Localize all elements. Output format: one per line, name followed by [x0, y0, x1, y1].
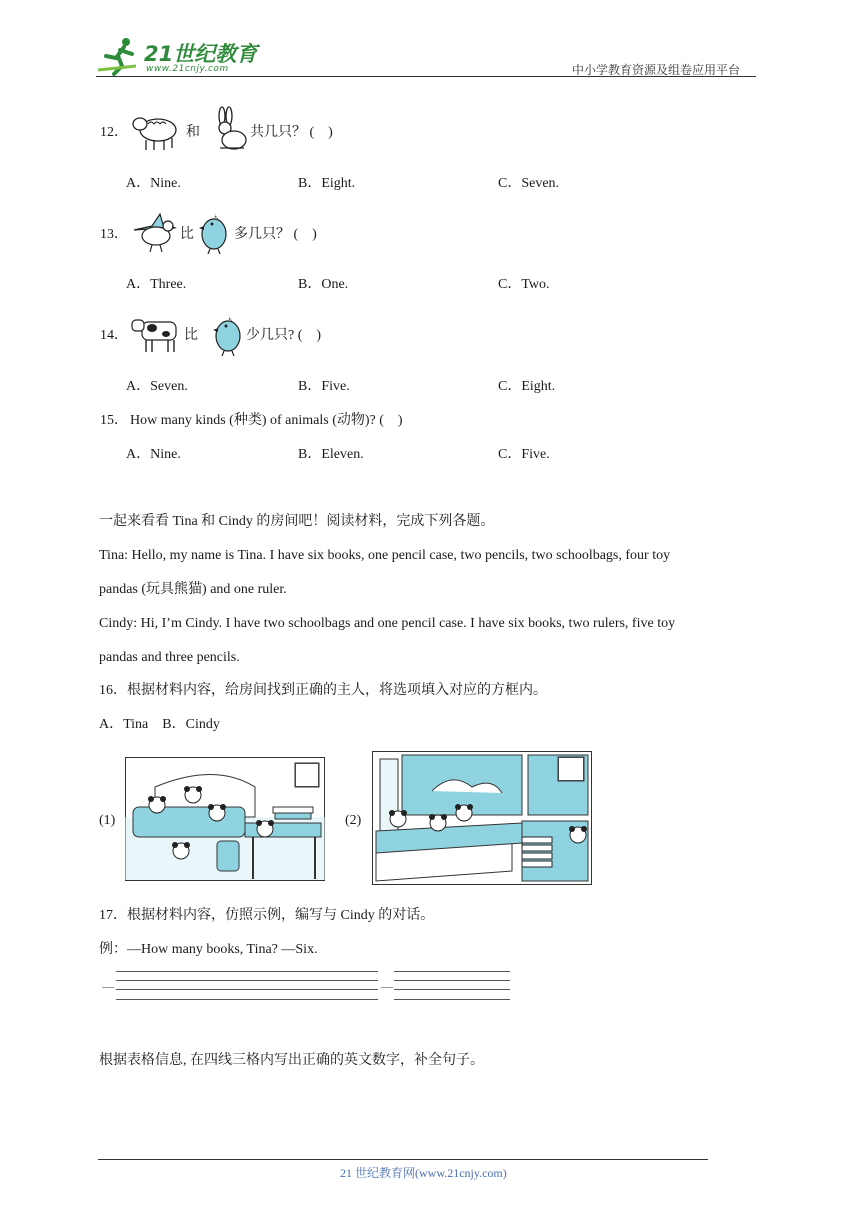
q14-option-c[interactable]: C．Eight. [498, 379, 556, 394]
rabbit-icon [210, 106, 250, 152]
cindy-line-1: Cindy: Hi, I’m Cindy. I have two schoolbags and one pencil case. I have six books, two rulers, five toy [99, 616, 676, 631]
room-2-label: (2) [345, 813, 362, 828]
q13-option-b[interactable]: B．One. [298, 277, 349, 292]
tina-line-1: Tina: Hello, my name is Tina. I have six books, one pencil case, two pencils, two schoolbags, four toy [99, 548, 671, 563]
cow-icon [130, 314, 182, 354]
q14-mid: 比 [184, 328, 198, 343]
footer-divider [98, 1159, 708, 1160]
four-line-writing-area-1[interactable] [116, 971, 378, 1001]
duck-icon [130, 210, 178, 254]
q17-example: 例：—How many books, Tina? —Six. [99, 942, 318, 957]
q13-option-a[interactable]: A．Three. [126, 277, 187, 292]
q12-number: 12． [100, 125, 128, 140]
q14-number: 14． [100, 328, 128, 343]
q14-option-b[interactable]: B．Five. [298, 379, 350, 394]
q13-mid: 比 [180, 227, 194, 242]
q16-choices: A．Tina B．Cindy [99, 717, 220, 732]
q13-option-c[interactable]: C．Two. [498, 277, 550, 292]
tina-line-2: pandas (玩具熊猫) and one ruler. [99, 582, 287, 597]
q17-dash-1: — [102, 979, 114, 993]
q16-text: 16．根据材料内容，给房间找到正确的主人，将选项填入对应的方框内。 [99, 683, 547, 698]
q14-option-a[interactable]: A．Seven. [126, 379, 188, 394]
footer-text[interactable]: 21 世纪教育网(www.21cnjy.com) [340, 1166, 507, 1180]
q17-dash-2: — [381, 979, 393, 993]
chicken-icon [198, 210, 232, 254]
logo-text: 21世纪教育 [144, 42, 258, 66]
q12-mid: 和 [186, 125, 200, 140]
room-1-answer-box[interactable] [295, 763, 319, 787]
room-2-picture [372, 751, 592, 885]
q14-tail: 少几只? ( ) [246, 328, 322, 343]
q12-option-a[interactable]: A．Nine. [126, 176, 181, 191]
reading-intro: 一起来看看 Tina 和 Cindy 的房间吧！阅读材料，完成下列各题。 [99, 514, 495, 529]
sheep-icon [130, 110, 182, 152]
final-instruction: 根据表格信息, 在四线三格内写出正确的英文数字，补全句子。 [99, 1053, 484, 1068]
room-2-answer-box[interactable] [558, 757, 584, 781]
room-1-label: (1) [99, 813, 116, 828]
header-divider [96, 76, 756, 77]
logo-url: www.21cnjy.com [146, 64, 229, 74]
runner-logo-icon [96, 36, 144, 76]
platform-title: 中小学教育资源及组卷应用平台 [572, 63, 741, 77]
q15-option-c[interactable]: C．Five. [498, 447, 550, 462]
q17-text: 17．根据材料内容，仿照示例，编写与 Cindy 的对话。 [99, 908, 435, 923]
q15-number: 15． [100, 413, 128, 428]
chicken-icon [212, 312, 246, 356]
room-1-picture [125, 757, 325, 881]
q12-option-b[interactable]: B．Eight. [298, 176, 356, 191]
q12-tail: 共几只？ ( ) [250, 125, 333, 140]
q12-option-c[interactable]: C．Seven. [498, 176, 560, 191]
cindy-line-2: pandas and three pencils. [99, 650, 240, 665]
four-line-writing-area-2[interactable] [394, 971, 510, 1001]
q15-option-a[interactable]: A．Nine. [126, 447, 181, 462]
q13-number: 13． [100, 227, 128, 242]
header-logo [96, 36, 266, 76]
q15-option-b[interactable]: B．Eleven. [298, 447, 364, 462]
q13-tail: 多几只？ ( ) [234, 227, 317, 242]
q15-text: How many kinds (种类) of animals (动物)? ( ) [130, 413, 403, 428]
